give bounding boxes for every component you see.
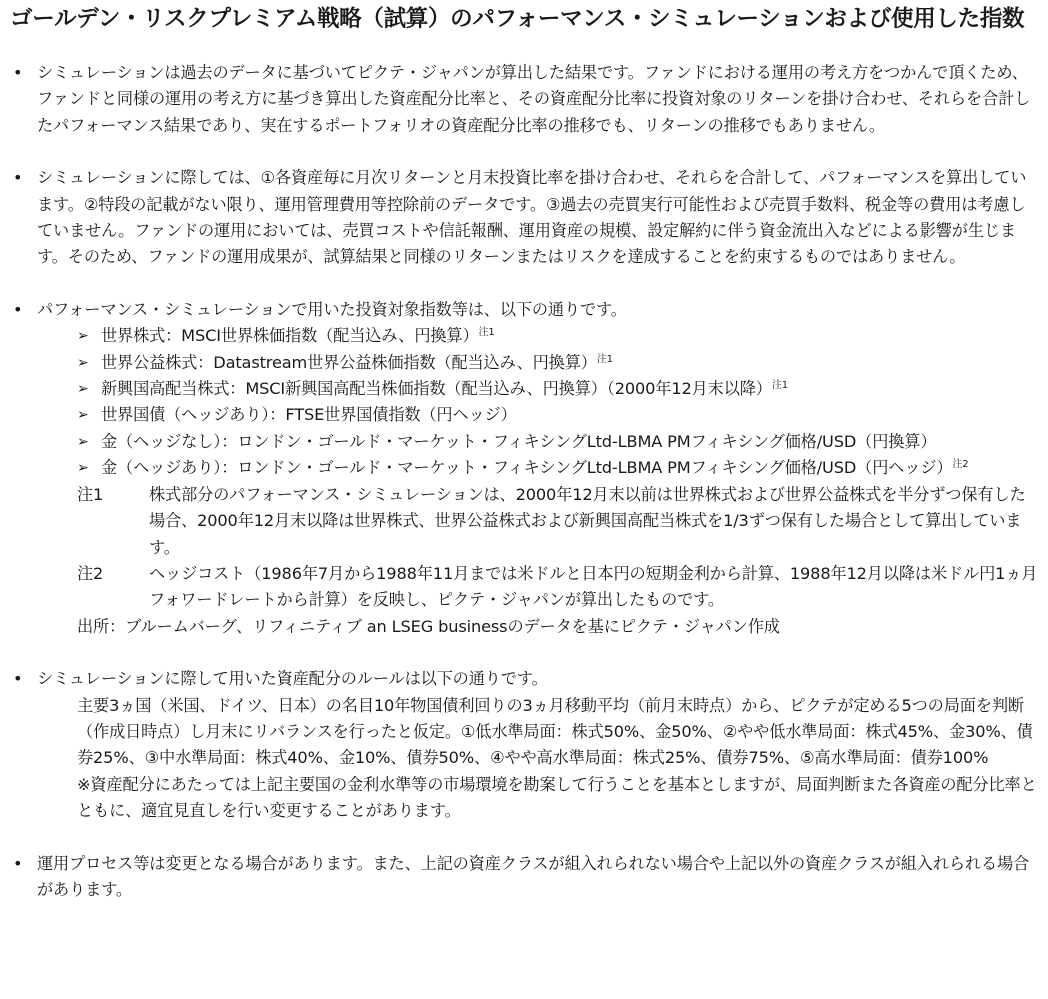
index-text: 世界公益株式：Datastream世界公益株価指数（配当込み、円換算）	[101, 352, 597, 372]
index-text: 金（ヘッジあり）：ロンドン・ゴールド・マーケット・フィキシングLtd-LBMA PMフィキシング価格/USD（円ヘッジ）	[101, 458, 953, 478]
allocation-caveat-text: ※資産配分にあたっては上記主要国の金利水準等の市場環境を勘案して行うことを基本としますが、局面判断また各資産の配分比率とともに、適宜見直しを行い変更することがあります。	[77, 774, 1037, 821]
bullet-icon: •	[13, 168, 23, 188]
footnote-label: 注2	[77, 563, 104, 583]
list-item	[77, 455, 1038, 481]
list-item	[77, 402, 1038, 428]
footnote-ref: 注2	[952, 459, 969, 471]
index-text: 新興国高配当株式：MSCI新興国高配当株価指数（配当込み、円換算）（2000年12月末以降）	[101, 379, 772, 399]
section-text: シミュレーションに際しては、①各資産毎に月次リターンと月末投資比率を掛け合わせ、それらを合計して、パフォーマンスを算出しています。②特段の記載がない限り、運用管理費用等控除前のデータです。③過去の売買実行可能性および売買手数料、税金等の費用は考慮していません。ファンドの運用においては、売買コストや信託報酬、運用資産の規模、設定解約に伴う資金流出入などによる影響が生じます。そのため、ファンドの運用成果が、試算結果と同様のリターンまたはリスクを達成することを約束するものではありません。	[37, 168, 1027, 267]
footnote-text: 株式部分のパフォーマンス・シミュレーションは、2000年12月末以前は世界株式および世界公益株式を半分ずつ保有した場合、2000年12月末以降は世界株式、世界公益株式および新興国高配当株式を1/3ずつ保有した場合として算出しています。	[149, 484, 1026, 557]
arrow-bullet-icon: ➢	[77, 460, 89, 477]
arrow-bullet-icon: ➢	[77, 354, 89, 371]
arrow-bullet-icon: ➢	[77, 407, 89, 424]
index-text: 世界国債（ヘッジあり）：FTSE世界国債指数（円ヘッジ）	[101, 405, 517, 425]
bullet-icon: •	[13, 669, 23, 689]
section-process-change	[10, 851, 1038, 904]
footnote-ref: 注1	[478, 327, 495, 339]
page-title: ゴールデン・リスクプレミアム戦略（試算）のパフォーマンス・シミュレーションおよび使用した指数	[10, 6, 1025, 32]
footnote-ref: 注1	[596, 353, 613, 365]
section-intro: パフォーマンス・シミュレーションで用いた投資対象指数等は、以下の通りです。	[37, 299, 627, 319]
footnote-label: 注1	[77, 484, 104, 504]
bullet-icon: •	[13, 63, 23, 82]
index-list	[37, 323, 1038, 481]
list-item	[77, 350, 1038, 376]
list-item	[77, 429, 1038, 455]
footnote-text: ヘッジコスト（1986年7月から1988年11月までは米ドルと日本円の短期金利から計算、1988年12月以降は米ドル円1ヵ月フォワードレートから計算）を反映し、ピクテ・ジャパンが算出したものです。	[149, 563, 1038, 610]
section-intro: シミュレーションに際して用いた資産配分のルールは以下の通りです。	[37, 669, 548, 689]
section-simulation-method	[10, 165, 1038, 271]
source-note: 出所：ブルームバーグ、リフィニティブ an LSEG businessのデータを基にピクテ・ジャパン作成	[77, 616, 780, 636]
footnote-ref: 注1	[771, 380, 788, 392]
section-indices	[10, 297, 1038, 640]
bullet-icon: •	[13, 853, 23, 873]
section-text: 運用プロセス等は変更となる場合があります。また、上記の資産クラスが組入れられない場合や上記以外の資産クラスが組入れられる場合があります。	[37, 853, 1030, 899]
section-allocation-rules	[10, 666, 1038, 824]
bullet-icon: •	[13, 299, 23, 319]
arrow-bullet-icon: ➢	[77, 433, 89, 450]
allocation-rule-text: 主要3ヵ国（米国、ドイツ、日本）の名目10年物国債利回りの3ヵ月移動平均（前月末時点）から、ピクテが定める5つの局面を判断（作成日時点）し月末にリバランスを行ったと仮定。①低水準局面：株式50%、金50%、②やや低水準局面：株式45%、金30%、債券25%、③中水準局面：株式40%、金10%、債券50%、④やや高水準局面：株式25%、債券75%、⑤高水準局面：債券100%	[77, 695, 1033, 768]
footnote-2	[37, 561, 1038, 614]
section-text: シミュレーションは過去のデータに基づいてピクテ・ジャパンが算出した結果です。ファンドにおける運用の考え方をつかんで頂くため、ファンドと同様の運用の考え方に基づき算出した資産配分比率と、その資産配分比率に投資対象のリターンを掛け合わせ、それらを合計したパフォーマンス結果であり、実在するポートフォリオの資産配分比率の推移でも、リターンの推移でもありません。	[37, 63, 1031, 135]
list-item	[77, 323, 1038, 349]
index-text: 世界株式：MSCI世界株価指数（配当込み、円換算）	[101, 326, 479, 346]
list-item	[77, 376, 1038, 402]
index-text: 金（ヘッジなし）：ロンドン・ゴールド・マーケット・フィキシングLtd-LBMA PMフィキシング価格/USD（円換算）	[101, 431, 937, 451]
section-simulation-overview	[10, 60, 1038, 139]
arrow-bullet-icon: ➢	[77, 381, 89, 398]
arrow-bullet-icon: ➢	[77, 328, 89, 345]
footnote-1	[37, 482, 1038, 561]
